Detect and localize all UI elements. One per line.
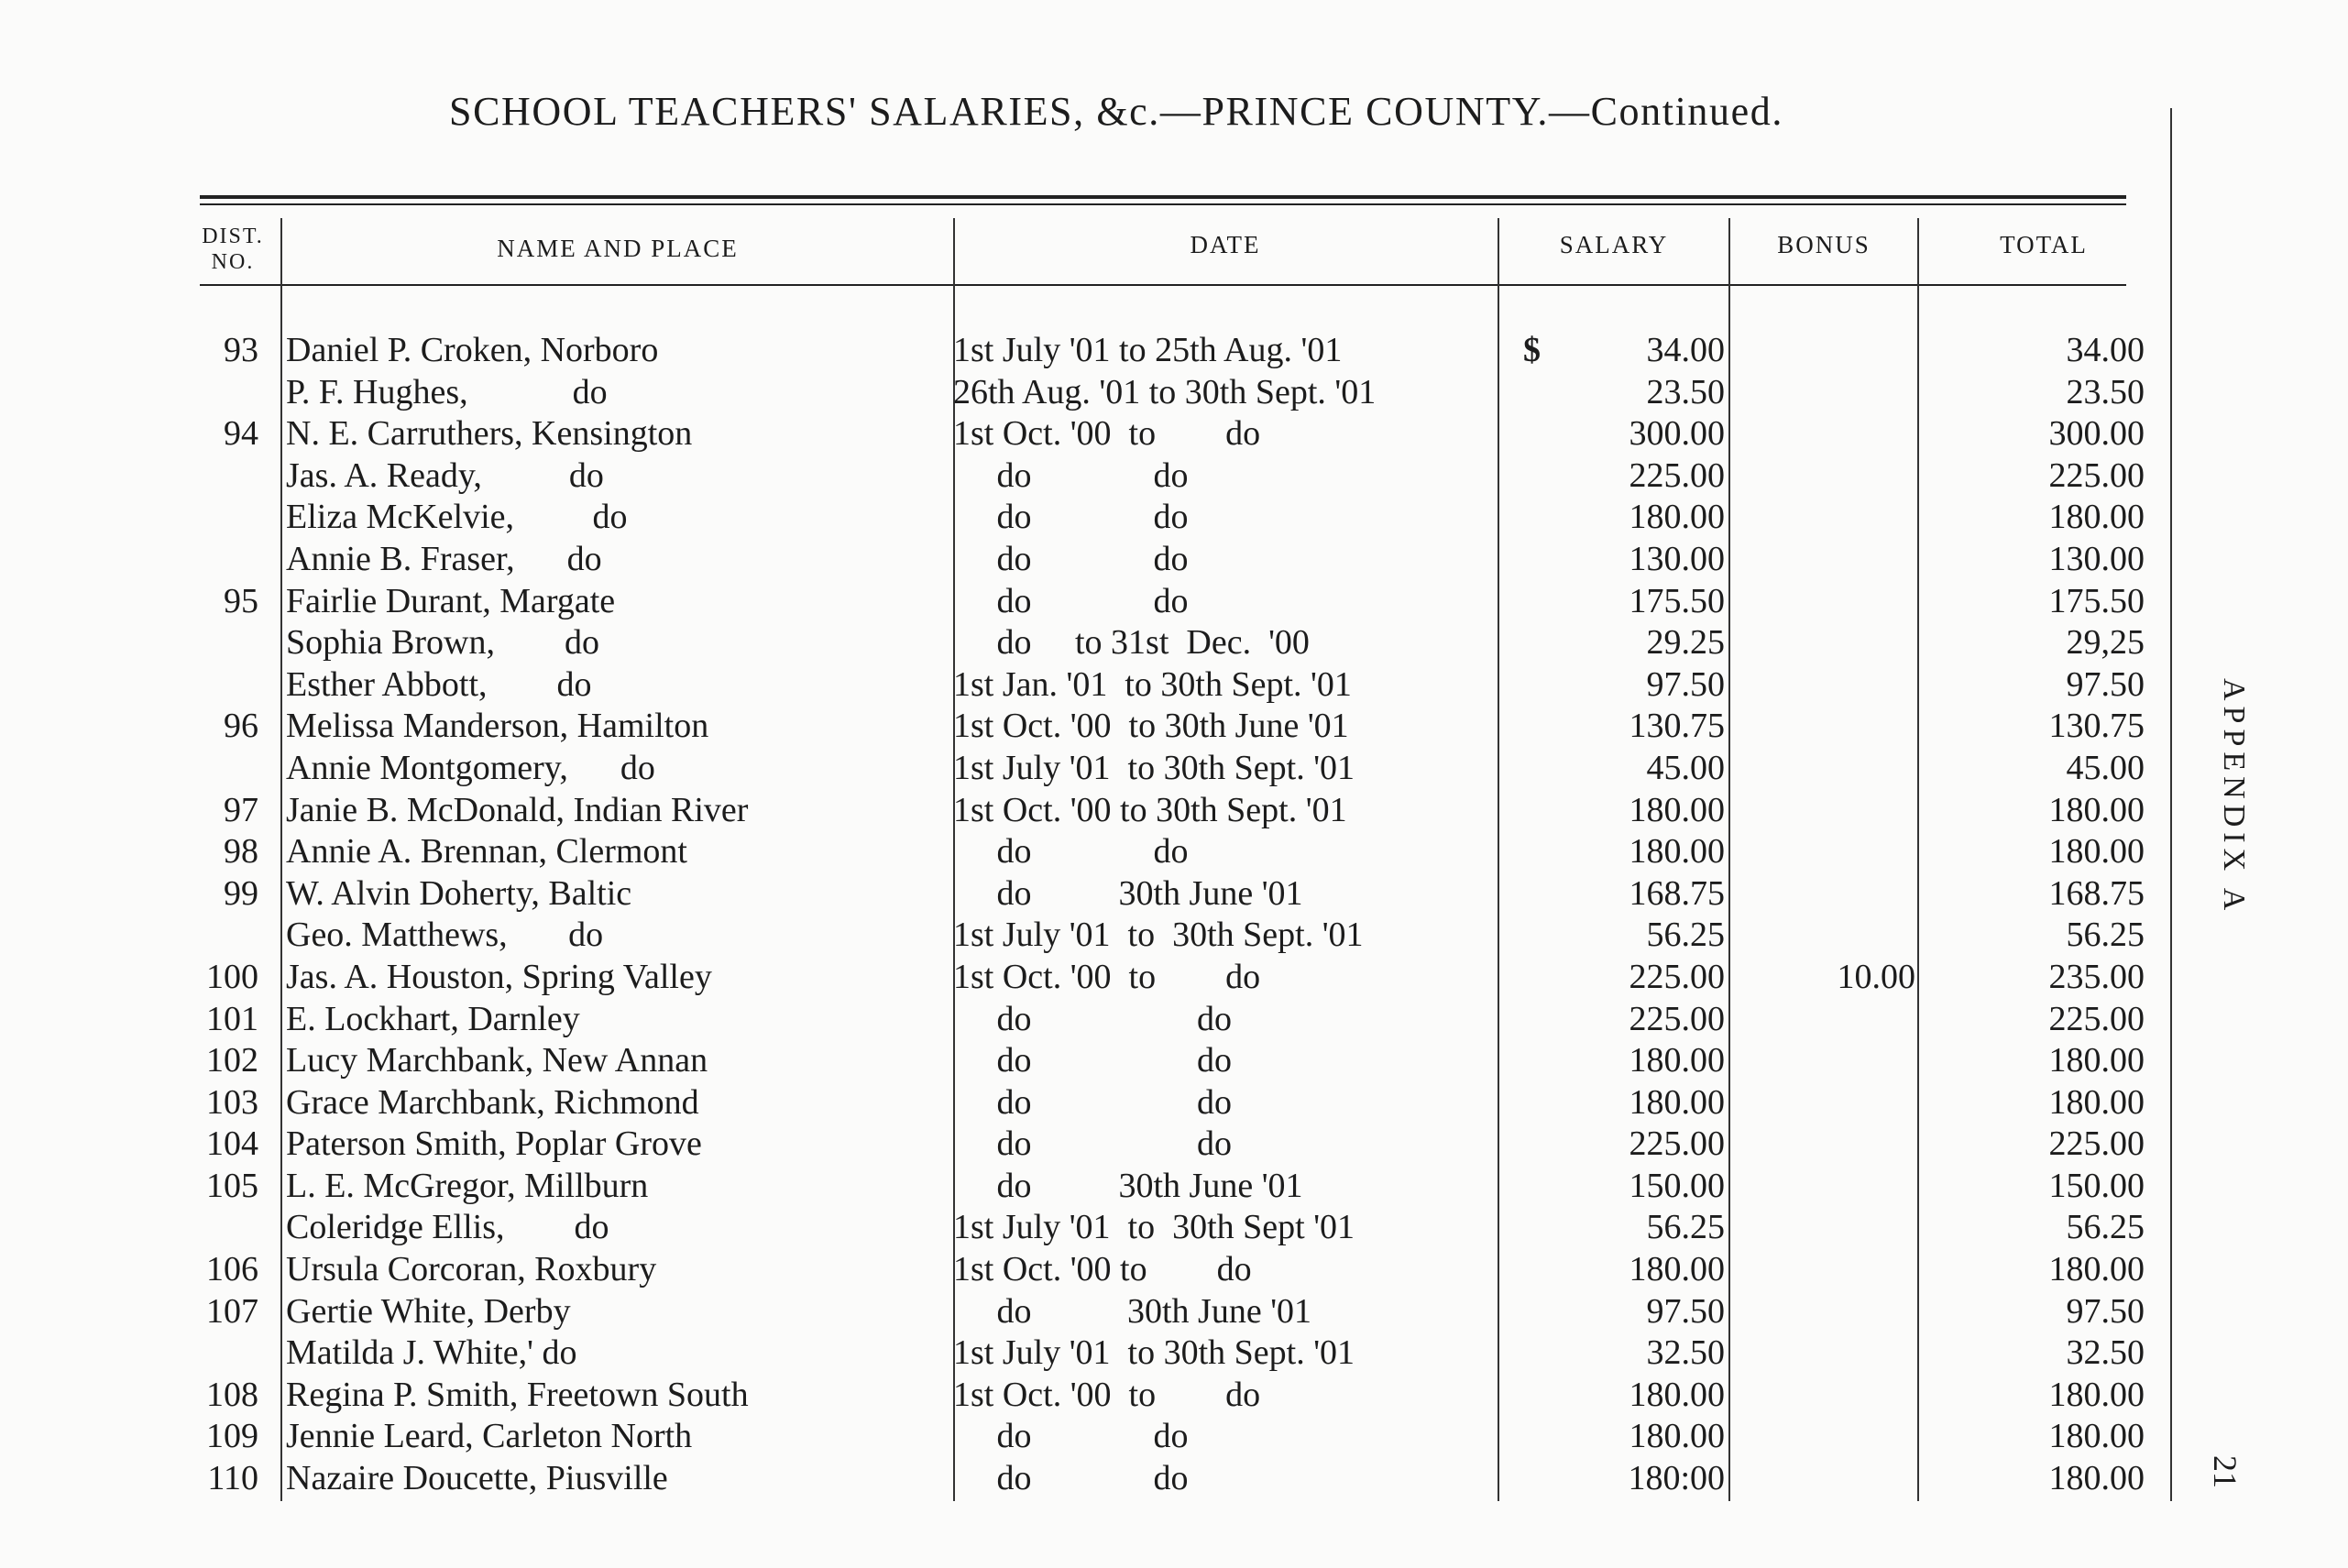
dist-cell: 98 xyxy=(224,832,258,872)
salary-cell: 175.50 xyxy=(1629,581,1725,620)
dist-cell: 109 xyxy=(206,1417,258,1456)
page-number: 21 xyxy=(2207,1455,2244,1488)
name-place-cell: Daniel P. Croken, Norboro xyxy=(286,331,659,369)
salary-cell: 56.25 xyxy=(1646,916,1725,955)
salary-cell: 180:00 xyxy=(1628,1459,1725,1498)
name-place-cell: W. Alvin Doherty, Baltic xyxy=(286,873,632,913)
name-place-cell: Eliza McKelvie, do xyxy=(286,498,628,537)
salary-cell: 130.75 xyxy=(1629,707,1725,746)
salary-cell: 300.00 xyxy=(1629,414,1725,454)
date-cell: do 30th June '01 xyxy=(953,1291,1312,1331)
dist-cell: 101 xyxy=(206,999,258,1038)
total-cell: 23.50 xyxy=(2066,372,2145,411)
table-row xyxy=(0,748,2348,790)
table-row xyxy=(0,497,2348,539)
dist-cell: 104 xyxy=(206,1124,258,1164)
table-row xyxy=(0,1458,2348,1500)
name-place-cell: Regina P. Smith, Freetown South xyxy=(286,1375,749,1414)
salary-cell: 225.00 xyxy=(1629,1124,1725,1164)
date-cell: do do xyxy=(953,1417,1189,1456)
dist-cell: 94 xyxy=(224,414,258,454)
name-place-cell: Ursula Corcoran, Roxbury xyxy=(286,1250,657,1289)
name-place-cell: E. Lockhart, Darnley xyxy=(286,999,580,1038)
date-cell: do do xyxy=(953,1459,1189,1498)
table-row xyxy=(0,1124,2348,1166)
total-cell: 32.50 xyxy=(2066,1333,2145,1373)
total-cell: 130.75 xyxy=(2048,707,2145,746)
dist-cell: 97 xyxy=(224,790,258,829)
dist-cell: 108 xyxy=(206,1375,258,1414)
table-row xyxy=(0,915,2348,957)
top-rule-thick xyxy=(200,195,2126,199)
name-place-cell: Grace Marchbank, Richmond xyxy=(286,1082,699,1122)
table-row xyxy=(0,413,2348,455)
dist-cell: 100 xyxy=(206,957,258,996)
total-cell: 225.00 xyxy=(2048,455,2145,495)
date-cell: 1st Oct. '00 to do xyxy=(953,957,1261,996)
page-title: SCHOOL TEACHERS' SALARIES, &c.—PRINCE COUNTY.—Continued. xyxy=(449,89,1783,134)
salary-cell: 56.25 xyxy=(1646,1208,1725,1247)
name-place-cell: Lucy Marchbank, New Annan xyxy=(286,1041,708,1080)
table-row xyxy=(0,539,2348,581)
table-row xyxy=(0,1416,2348,1458)
date-cell: do 30th June '01 xyxy=(953,1166,1303,1205)
currency-symbol: $ xyxy=(1523,331,1541,369)
name-place-cell: Jennie Leard, Carleton North xyxy=(286,1417,693,1456)
total-cell: 180.00 xyxy=(2048,1417,2145,1456)
header-name: NAME AND PLACE xyxy=(497,235,739,262)
total-cell: 180.00 xyxy=(2048,1082,2145,1122)
salary-cell: 168.75 xyxy=(1629,873,1725,913)
total-cell: 180.00 xyxy=(2048,832,2145,872)
date-cell: do do xyxy=(953,581,1189,620)
salary-cell: 180.00 xyxy=(1629,790,1725,829)
name-place-cell: Jas. A. Ready, do xyxy=(286,455,604,495)
table-row xyxy=(0,831,2348,873)
table-row xyxy=(0,1249,2348,1291)
total-cell: 34.00 xyxy=(2066,331,2145,369)
name-place-cell: Geo. Matthews, do xyxy=(286,916,604,955)
date-cell: do do xyxy=(953,1041,1232,1080)
name-place-cell: Annie Montgomery, do xyxy=(286,748,655,787)
salary-cell: 34.00 xyxy=(1646,331,1725,369)
table-row xyxy=(0,706,2348,748)
name-place-cell: Melissa Manderson, Hamilton xyxy=(286,707,709,746)
table-row xyxy=(0,999,2348,1041)
total-cell: 97.50 xyxy=(2066,664,2145,704)
date-cell: do do xyxy=(953,539,1189,578)
salary-cell: 45.00 xyxy=(1646,748,1725,787)
date-cell: 1st Oct. '00 to do xyxy=(953,414,1261,454)
total-cell: 45.00 xyxy=(2066,748,2145,787)
date-cell: 1st July '01 to 30th Sept. '01 xyxy=(953,916,1364,955)
salary-cell: 150.00 xyxy=(1629,1166,1725,1205)
dist-cell: 95 xyxy=(224,581,258,620)
header-dist-line2: NO. xyxy=(211,250,255,274)
salary-cell: 180.00 xyxy=(1629,498,1725,537)
total-cell: 130.00 xyxy=(2048,539,2145,578)
name-place-cell: Annie A. Brennan, Clermont xyxy=(286,832,687,872)
total-cell: 180.00 xyxy=(2048,1250,2145,1289)
total-cell: 56.25 xyxy=(2066,916,2145,955)
header-bonus: BONUS xyxy=(1777,231,1871,258)
date-cell: 1st Oct. '00 to 30th Sept. '01 xyxy=(953,790,1347,829)
table-row xyxy=(0,1082,2348,1124)
date-cell: 1st July '01 to 25th Aug. '01 xyxy=(953,331,1343,369)
salary-cell: 180.00 xyxy=(1629,1041,1725,1080)
date-cell: do to 31st Dec. '00 xyxy=(953,623,1310,663)
table-row xyxy=(0,1291,2348,1333)
date-cell: 1st July '01 to 30th Sept. '01 xyxy=(953,748,1355,787)
table-row xyxy=(0,664,2348,707)
salary-cell: 180.00 xyxy=(1629,1082,1725,1122)
date-cell: 1st Oct. '00 to do xyxy=(953,1250,1252,1289)
date-cell: 1st July '01 to 30th Sept '01 xyxy=(953,1208,1355,1247)
total-cell: 235.00 xyxy=(2048,957,2145,996)
total-cell: 300.00 xyxy=(2048,414,2145,454)
appendix-label: APPENDIX A xyxy=(2217,678,2251,916)
table-row xyxy=(0,790,2348,832)
name-place-cell: Esther Abbott, do xyxy=(286,664,592,704)
table-row xyxy=(0,1166,2348,1208)
total-cell: 29,25 xyxy=(2066,623,2145,663)
name-place-cell: Janie B. McDonald, Indian River xyxy=(286,790,749,829)
total-cell: 150.00 xyxy=(2048,1166,2145,1205)
total-cell: 56.25 xyxy=(2066,1208,2145,1247)
top-rule-thin xyxy=(200,203,2126,205)
date-cell: do do xyxy=(953,498,1189,537)
date-cell: do do xyxy=(953,1082,1232,1122)
table-row xyxy=(0,581,2348,623)
total-cell: 180.00 xyxy=(2048,498,2145,537)
date-cell: do do xyxy=(953,832,1189,872)
table-row xyxy=(0,1375,2348,1417)
date-cell: do do xyxy=(953,1124,1232,1164)
name-place-cell: Paterson Smith, Poplar Grove xyxy=(286,1124,702,1164)
table-row xyxy=(0,455,2348,498)
table-row xyxy=(0,1207,2348,1249)
date-cell: 26th Aug. '01 to 30th Sept. '01 xyxy=(953,372,1377,411)
salary-cell: 97.50 xyxy=(1646,1291,1725,1331)
total-cell: 180.00 xyxy=(2048,1041,2145,1080)
total-cell: 175.50 xyxy=(2048,581,2145,620)
salary-cell: 180.00 xyxy=(1629,832,1725,872)
name-place-cell: Coleridge Ellis, do xyxy=(286,1208,609,1247)
salary-cell: 130.00 xyxy=(1629,539,1725,578)
salary-cell: 97.50 xyxy=(1646,664,1725,704)
date-cell: 1st July '01 to 30th Sept. '01 xyxy=(953,1333,1355,1373)
table-row xyxy=(0,873,2348,916)
date-cell: do do xyxy=(953,455,1189,495)
name-place-cell: L. E. McGregor, Millburn xyxy=(286,1166,649,1205)
table-row xyxy=(0,957,2348,999)
salary-cell: 180.00 xyxy=(1629,1250,1725,1289)
date-cell: do 30th June '01 xyxy=(953,873,1303,913)
salary-cell: 180.00 xyxy=(1629,1417,1725,1456)
dist-cell: 93 xyxy=(224,331,258,369)
table-row xyxy=(0,622,2348,664)
total-cell: 97.50 xyxy=(2066,1291,2145,1331)
name-place-cell: Annie B. Fraser, do xyxy=(286,539,602,578)
bonus-cell: 10.00 xyxy=(1837,957,1915,996)
total-cell: 180.00 xyxy=(2048,1375,2145,1414)
dist-cell: 96 xyxy=(224,707,258,746)
header-dist xyxy=(196,224,269,275)
name-place-cell: P. F. Hughes, do xyxy=(286,372,608,411)
dist-cell: 110 xyxy=(207,1459,258,1498)
salary-cell: 32.50 xyxy=(1646,1333,1725,1373)
table-row xyxy=(0,1332,2348,1375)
dist-cell: 99 xyxy=(224,873,258,913)
date-cell: 1st Oct. '00 to 30th June '01 xyxy=(953,707,1349,746)
table-row xyxy=(0,372,2348,414)
header-date: DATE xyxy=(1190,231,1261,258)
name-place-cell: N. E. Carruthers, Kensington xyxy=(286,414,693,454)
name-place-cell: Fairlie Durant, Margate xyxy=(286,581,616,620)
salary-cell: 225.00 xyxy=(1629,455,1725,495)
date-cell: do do xyxy=(953,999,1232,1038)
header-bottom-rule xyxy=(200,284,2126,286)
total-cell: 180.00 xyxy=(2048,790,2145,829)
salary-cell: 225.00 xyxy=(1629,999,1725,1038)
name-place-cell: Matilda J. White,' do xyxy=(286,1333,577,1373)
table-row xyxy=(0,1040,2348,1082)
name-place-cell: Gertie White, Derby xyxy=(286,1291,571,1331)
header-salary: SALARY xyxy=(1559,231,1669,258)
salary-cell: 180.00 xyxy=(1629,1375,1725,1414)
dist-cell: 102 xyxy=(206,1041,258,1080)
dist-cell: 105 xyxy=(206,1166,258,1205)
dist-cell: 107 xyxy=(206,1291,258,1331)
table-row xyxy=(0,330,2348,372)
name-place-cell: Sophia Brown, do xyxy=(286,623,599,663)
total-cell: 180.00 xyxy=(2048,1459,2145,1498)
date-cell: 1st Jan. '01 to 30th Sept. '01 xyxy=(953,664,1352,704)
total-cell: 168.75 xyxy=(2048,873,2145,913)
salary-cell: 23.50 xyxy=(1646,372,1725,411)
date-cell: 1st Oct. '00 to do xyxy=(953,1375,1261,1414)
dist-cell: 103 xyxy=(206,1082,258,1122)
salary-table-body xyxy=(0,330,2348,1500)
salary-cell: 225.00 xyxy=(1629,957,1725,996)
header-total: TOTAL xyxy=(2000,231,2088,258)
total-cell: 225.00 xyxy=(2048,999,2145,1038)
total-cell: 225.00 xyxy=(2048,1124,2145,1164)
name-place-cell: Nazaire Doucette, Piusville xyxy=(286,1459,668,1498)
dist-cell: 106 xyxy=(206,1250,258,1289)
name-place-cell: Jas. A. Houston, Spring Valley xyxy=(286,957,712,996)
salary-cell: 29.25 xyxy=(1646,623,1725,663)
header-dist-line1: DIST. xyxy=(202,225,264,248)
